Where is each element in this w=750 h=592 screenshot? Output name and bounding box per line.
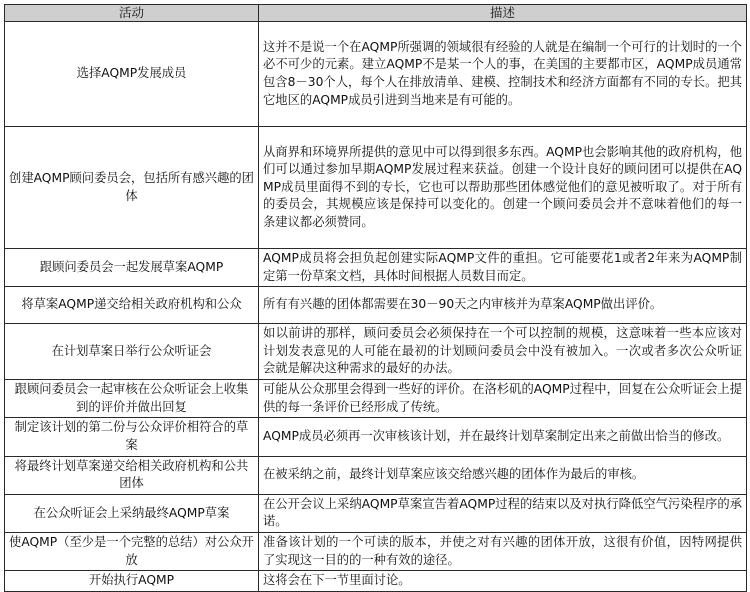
description-cell: 从商界和环境界所提供的意见中可以得到很多东西。AQMP也会影响其他的政府机构，他们可以通过参加早期AQMP发展过程来获益。创建一个设计良好的顾问团可以提供在AQMP成员里面得不到的专长，它也可以帮助那些团体感觉他们的意见被听取了。对于所有的委员会，其规模应该是保持可以变化的。创建一个顾问委员会并不意味着他们的每一条建议都必须赞同。 [259, 127, 747, 249]
table-row [5, 418, 747, 456]
activity-cell: 跟顾问委员会一起发展草案AQMP [5, 249, 259, 287]
table-row [5, 571, 747, 592]
description-cell: 这并不是说一个在AQMP所强调的领域很有经验的人就是在编制一个可行的计划时的一个必不可少的元素。建立AQMP不是某一个人的事，在美国的主要都市区，AQMP成员通常包含8－30个人，每个人在排放清单、建模、控制技术和经济方面都有不同的专长。把其它地区的AQMP成员引进到当地来是有可能的。 [259, 22, 747, 127]
table-row [5, 287, 747, 324]
activity-cell: 在公众听证会上采纳最终AQMP草案 [5, 494, 259, 532]
activity-cell: 制定该计划的第二份与公众评价相符合的草案 [5, 418, 259, 456]
header-description: 描述 [259, 5, 747, 22]
activity-cell: 将草案AQMP递交给相关政府机构和公众 [5, 287, 259, 324]
description-cell: 这将会在下一节里面讨论。 [259, 571, 747, 592]
description-cell: 如以前讲的那样，顾问委员会必须保持在一个可以控制的规模，这意味着一些本应该对计划发表意见的人可能在最初的计划顾问委员会中没有被加入。一次或者多次公众听证会就是解决这种需求的最好的办法。 [259, 324, 747, 380]
table-row [5, 380, 747, 418]
activity-cell: 开始执行AQMP [5, 571, 259, 592]
activity-table-container [4, 4, 746, 592]
description-cell: 在被采纳之前，最终计划草案应该交给感兴趣的团体作为最后的审核。 [259, 456, 747, 494]
header-activity: 活动 [5, 5, 259, 22]
table-row [5, 324, 747, 380]
table-row [5, 127, 747, 249]
activity-cell: 跟顾问委员会一起审核在公众听证会上收集到的评价并做出回复 [5, 380, 259, 418]
activity-cell: 在计划草案日举行公众听证会 [5, 324, 259, 380]
description-cell: 准备该计划的一个可读的版本，并使之对有兴趣的团体开放，这很有价值，因特网提供了实现这一目的的一种有效的途径。 [259, 532, 747, 570]
activity-cell: 将最终计划草案递交给相关政府机构和公共团体 [5, 456, 259, 494]
table-row [5, 22, 747, 127]
description-cell: AQMP成员将会担负起创建实际AQMP文件的重担。它可能要花1或者2年来为AQMP制定第一份草案文档，具体时间根据人员数目而定。 [259, 249, 747, 287]
table-row [5, 456, 747, 494]
description-cell: AQMP成员必须再一次审核该计划，并在最终计划草案制定出来之前做出恰当的修改。 [259, 418, 747, 456]
description-cell: 可能从公众那里会得到一些好的评价。在洛杉矶的AQMP过程中，回复在公众听证会上提供的每一条评价已经形成了传统。 [259, 380, 747, 418]
activity-cell: 选择AQMP发展成员 [5, 22, 259, 127]
description-cell: 在公开会议上采纳AQMP草案宣告着AQMP过程的结束以及对执行降低空气污染程序的承诺。 [259, 494, 747, 532]
table-row [5, 249, 747, 287]
activity-cell: 使AQMP（至少是一个完整的总结）对公众开放 [5, 532, 259, 570]
table-row [5, 494, 747, 532]
table-row [5, 532, 747, 570]
table-header-row [5, 5, 747, 22]
activity-cell: 创建AQMP顾问委员会，包括所有感兴趣的团体 [5, 127, 259, 249]
description-cell: 所有有兴趣的团体都需要在30－90天之内审核并为草案AQMP做出评价。 [259, 287, 747, 324]
activity-table [4, 4, 747, 592]
